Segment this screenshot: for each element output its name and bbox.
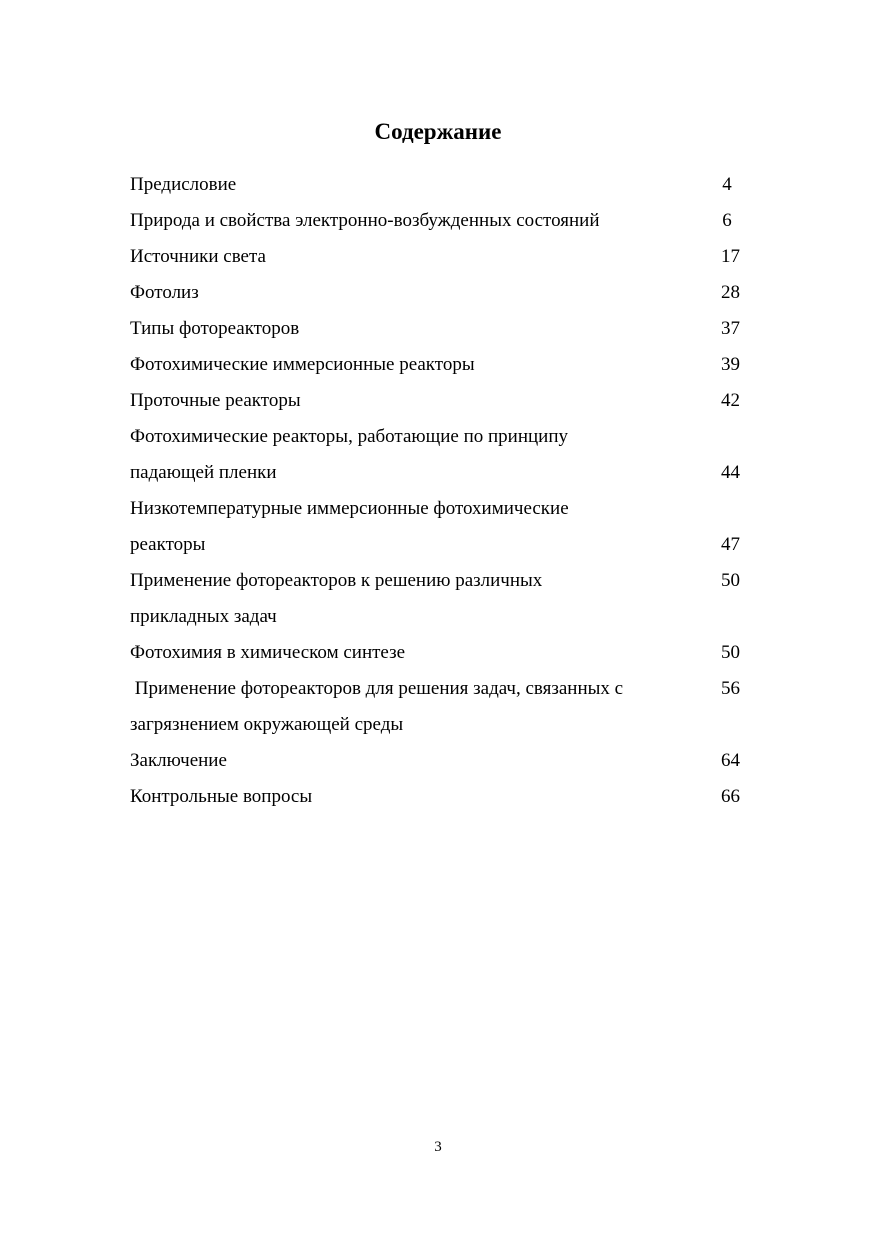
toc-entry-environment-line1[interactable]	[130, 671, 740, 707]
toc-entry-title: Источники света	[130, 246, 266, 267]
toc-entry-page: 56	[721, 678, 740, 699]
table-of-contents	[130, 167, 740, 815]
toc-entry-synthesis[interactable]	[130, 635, 740, 671]
toc-entry-page: 37	[721, 318, 740, 339]
toc-entry-page: 28	[721, 282, 740, 303]
toc-entry-title: Заключение	[130, 750, 227, 771]
toc-entry-title: Типы фотореакторов	[130, 318, 300, 339]
toc-entry-page: 64	[721, 750, 740, 771]
toc-entry-excited-states[interactable]	[130, 203, 740, 239]
toc-entry-page: 66	[721, 786, 740, 807]
toc-entry-reactor-types[interactable]	[130, 311, 740, 347]
toc-entry-light-sources[interactable]	[130, 239, 740, 275]
toc-entry-falling-film-line2[interactable]	[130, 455, 740, 491]
toc-entry-photolysis[interactable]	[130, 275, 740, 311]
toc-entry-title: загрязнением окружающей среды	[130, 714, 404, 735]
toc-entry-title: Применение фотореакторов к решению различных	[130, 570, 543, 591]
toc-entry-page: 47	[721, 534, 740, 555]
toc-entry-title: прикладных задач	[130, 606, 277, 627]
toc-entry-conclusion[interactable]	[130, 743, 740, 779]
toc-entry-falling-film-line1[interactable]	[130, 419, 740, 455]
toc-entry-page: 4	[722, 174, 732, 195]
toc-entry-page: 6	[722, 210, 732, 231]
toc-entry-immersion-reactors[interactable]	[130, 347, 740, 383]
toc-entry-flow-reactors[interactable]	[130, 383, 740, 419]
toc-entry-page: 44	[721, 462, 740, 483]
toc-entry-preface[interactable]	[130, 167, 740, 203]
toc-entry-title: Фотохимия в химическом синтезе	[130, 642, 406, 663]
toc-entry-page: 50	[721, 642, 740, 663]
toc-entry-low-temp-line1[interactable]	[130, 491, 740, 527]
toc-entry-title: Фотохимические иммерсионные реакторы	[130, 354, 475, 375]
page-title: Содержание	[374, 119, 502, 144]
page-number: 3	[434, 1139, 442, 1155]
toc-entry-title: Природа и свойства электронно-возбужденных состояний	[130, 210, 600, 231]
toc-entry-title: Контрольные вопросы	[130, 786, 313, 807]
toc-entry-title: Фотохимические реакторы, работающие по принципу	[130, 426, 568, 447]
toc-entry-title: Проточные реакторы	[130, 390, 301, 411]
toc-entry-title: реакторы	[130, 534, 206, 555]
toc-entry-page: 39	[721, 354, 740, 375]
toc-entry-page: 50	[721, 570, 740, 591]
toc-entry-low-temp-line2[interactable]	[130, 527, 740, 563]
toc-entry-title: падающей пленки	[130, 462, 277, 483]
toc-entry-title: Предисловие	[130, 174, 237, 195]
toc-entry-title: Фотолиз	[130, 282, 199, 303]
toc-entry-environment-line2[interactable]	[130, 707, 740, 743]
toc-entry-page: 42	[721, 390, 740, 411]
toc-entry-questions[interactable]	[130, 779, 740, 815]
toc-entry-page: 17	[721, 246, 740, 267]
toc-entry-applications-line2[interactable]	[130, 599, 740, 635]
toc-entry-applications-line1[interactable]	[130, 563, 740, 599]
toc-entry-title: Низкотемпературные иммерсионные фотохимические	[130, 498, 569, 519]
toc-entry-title: Применение фотореакторов для решения задач, связанных с	[130, 678, 624, 699]
